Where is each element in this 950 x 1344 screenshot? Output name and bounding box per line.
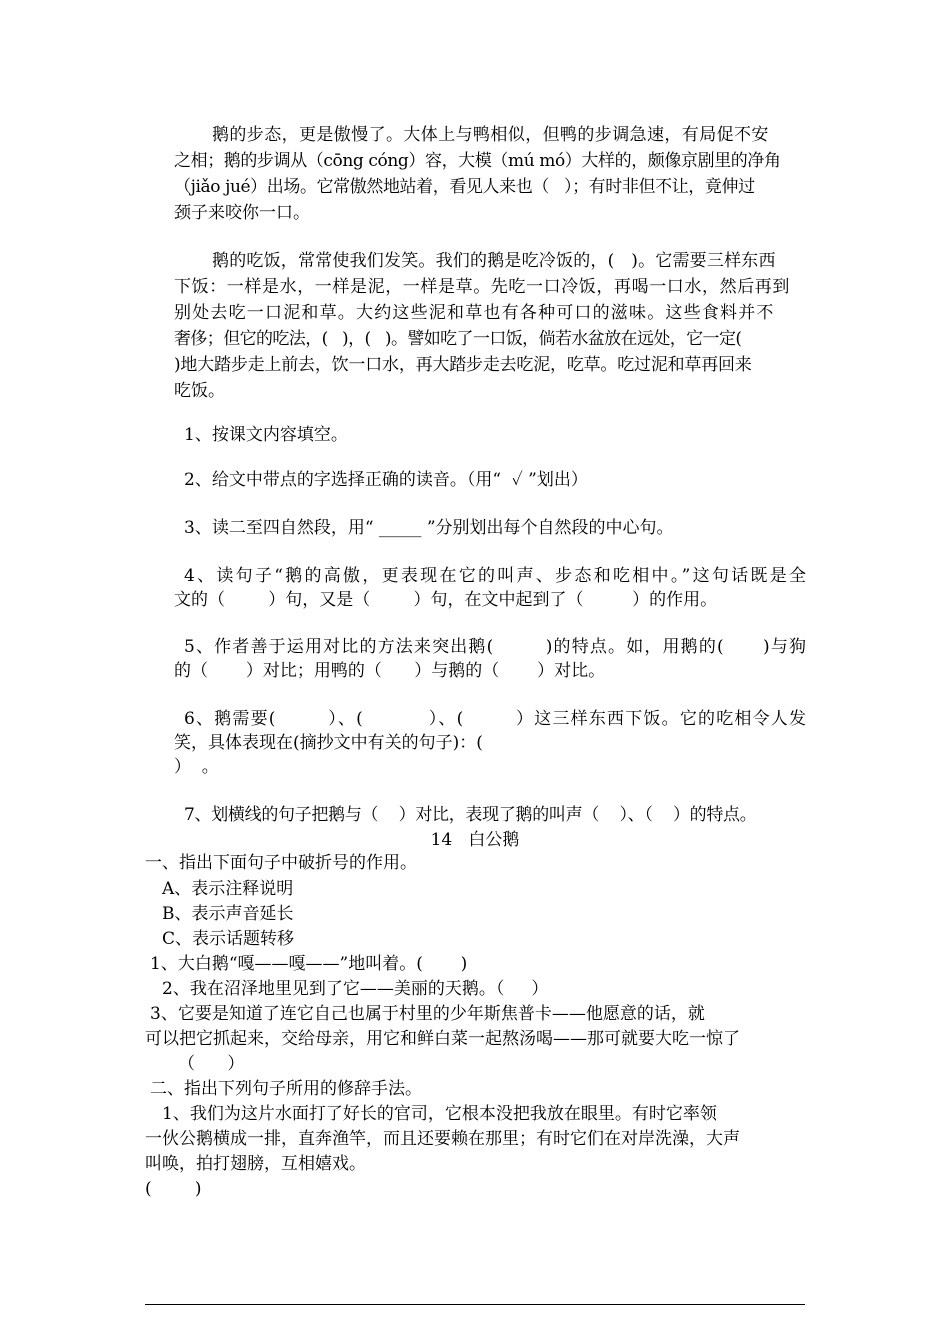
part1-item-2: 2、我在沼泽地里见到了它——美丽的天鹅。（ ）	[162, 979, 549, 999]
part1-heading: 一、指出下面句子中破折号的作用。	[145, 853, 417, 873]
question-7: 7、划横线的句子把鹅与（ ）对比，表现了鹅的叫声（ ）、（ ）的特点。	[184, 805, 757, 825]
part1-item-3-line2: 可以把它抓起来，交给母亲，用它和鲜白菜一起熬汤喝——那可就要大吃一惊了	[145, 1029, 740, 1049]
passage-p1-line2: 之相；鹅的步调从（cōng cóng）容，大模（mú mó）大样的，颇像京剧里的净角	[174, 151, 781, 171]
passage-p2-line2: 下饭：一样是水，一样是泥，一样是草。先吃一口冷饭，再喝一口水，然后再到	[174, 277, 790, 297]
option-a: A、表示注释说明	[162, 879, 294, 899]
question-2: 2、给文中带点的字选择正确的读音。（用“ ✓ ”划出）	[184, 470, 588, 490]
question-5-line1: 5、作者善于运用对比的方法来突出鹅( )的特点。如，用鹅的( )与狗	[184, 637, 806, 657]
question-6-line1: 6、鹅需要( ）、( ）、( ）这三样东西下饭。它的吃相令人发	[184, 709, 806, 729]
option-c: C、表示话题转移	[162, 929, 295, 949]
passage-p2-line1: 鹅的吃饭，常常使我们发笑。我们的鹅是吃冷饭的，( )。它需要三样东西	[212, 251, 776, 271]
question-4-line1: 4、读句子“鹅的高傲，更表现在它的叫声、步态和吃相中。”这句话既是全	[184, 566, 806, 586]
part2-item-1-line3: 叫唤，拍打翅膀，互相嬉戏。	[145, 1154, 366, 1174]
question-1: 1、按课文内容填空。	[184, 425, 348, 445]
question-3: 3、读二至四自然段，用“ _____ ”分别划出每个自然段的中心句。	[184, 518, 674, 538]
part2-item-1-line2: 一伙公鹅横成一排，直奔渔竿，而且还要赖在那里；有时它们在对岸洗澡，大声	[145, 1129, 740, 1149]
question-6-line3: ） 。	[174, 757, 219, 777]
passage-p1-line4: 颈子来咬你一口。	[174, 203, 310, 223]
part1-item-1: 1、大白鹅“嘎——嘎——”地叫着。( )	[150, 954, 468, 974]
question-4-line2: 文的（ ）句，又是（ ）句，在文中起到了（ ）的作用。	[174, 590, 718, 610]
part2-item-1-answer: ( )	[145, 1179, 202, 1199]
passage-p1-line3: （jiǎo jué）出场。它常傲然地站着，看见人来也（ ）；有时非但不让，竟伸过	[174, 177, 755, 197]
part2-heading: 二、指出下列句子所用的修辞手法。	[150, 1079, 422, 1099]
section-title: 14 白公鹅	[430, 830, 520, 850]
passage-p1-line1: 鹅的步态，更是傲慢了。大体上与鸭相似，但鸭的步调急速，有局促不安	[212, 125, 769, 145]
part1-item-3-line1: 3、它要是知道了连它自己也属于村里的少年斯焦普卡——他愿意的话，就	[150, 1004, 705, 1024]
passage-p2-line6: 吃饭。	[174, 381, 225, 401]
passage-p2-line4: 奢侈；但它的吃法，( )，( )。譬如吃了一口饭，倘若水盆放在远处，它一定(	[174, 329, 742, 349]
question-5-line2: 的（ ）对比；用鸭的（ ）与鹅的（ ）对比。	[174, 661, 606, 681]
footer-rule	[145, 1304, 805, 1305]
question-6-line2: 笑，具体表现在(摘抄文中有关的句子)：(	[174, 733, 483, 753]
passage-p2-line5: )地大踏步走上前去，饮一口水，再大踏步走去吃泥，吃草。吃过泥和草再回来	[174, 355, 752, 375]
part1-item-3-answer: （ ）	[178, 1054, 245, 1074]
passage-p2-line3: 别处去吃一口泥和草。大约这些泥和草也有各种可口的滋味。这些食料并不	[174, 303, 775, 323]
part2-item-1-line1: 1、我们为这片水面打了好长的官司，它根本没把我放在眼里。有时它率领	[162, 1104, 717, 1124]
option-b: B、表示声音延长	[162, 904, 294, 924]
